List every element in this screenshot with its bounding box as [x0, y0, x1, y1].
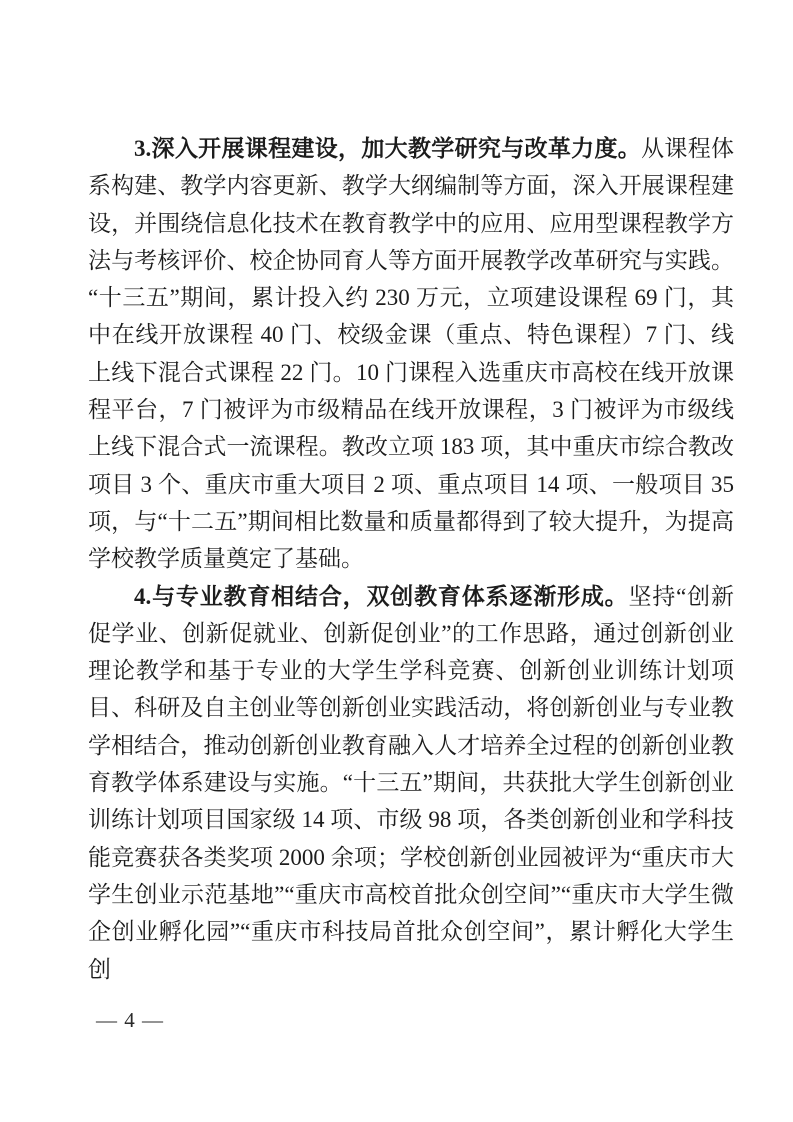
paragraph-lead: 4.与专业教育相结合，双创教育体系逐渐形成。	[134, 583, 629, 609]
paragraph-text: 从课程体系构建、教学内容更新、教学大纲编制等方面，深入开展课程建设，并围绕信息化技术在教育教学中的应用、应用型课程教学方法与考核评价、校企协同育人等方面开展教学改革研究与实践。“十三五”期间，累计投入约 230 万元，立项建设课程 69 门，其中在线开放课程 40 门、校级金课（重点、特色课程）7 门、线上线下混合式课程 22 门。10 门课程入选重庆市高校在线开放课程平台，7 门被评为市级精品在线开放课程，3 门被评为市级线上线下混合式一流课程。教改立项 183 项，其中重庆市综合教改项目 3 个、重庆市重大项目 2 项、重点项目 14 项、一般项目 35 项，与“十二五”期间相比数量和质量都得到了较大提升，为提高学校教学质量奠定了基础。	[88, 136, 735, 572]
page-number: — 4 —	[96, 1008, 164, 1032]
paragraph-text: 坚持“创新促学业、创新促就业、创新促创业”的工作思路，通过创新创业理论教学和基于专业的大学生学科竞赛、创新创业训练计划项目、科研及自主创业等创新创业实践活动，将创新创业与专业教学相结合，推动创新创业教育融入人才培养全过程的创新创业教育教学体系建设与实施。“十三五”期间，共获批大学生创新创业训练计划项目国家级 14 项、市级 98 项，各类创新创业和学科技能竞赛获各类奖项 2000 余项；学校创新创业园被评为“重庆市大学生创业示范基地”“重庆市高校首批众创空间”“重庆市大学生微企创业孵化园”“重庆市科技局首批众创空间”，累计孵化大学生创	[88, 583, 734, 982]
paragraph-item-4	[88, 578, 734, 988]
paragraph-lead: 3.深入开展课程建设，加大教学研究与改革力度。	[134, 136, 642, 161]
document-body	[88, 130, 734, 988]
paragraph-item-3	[88, 130, 734, 578]
